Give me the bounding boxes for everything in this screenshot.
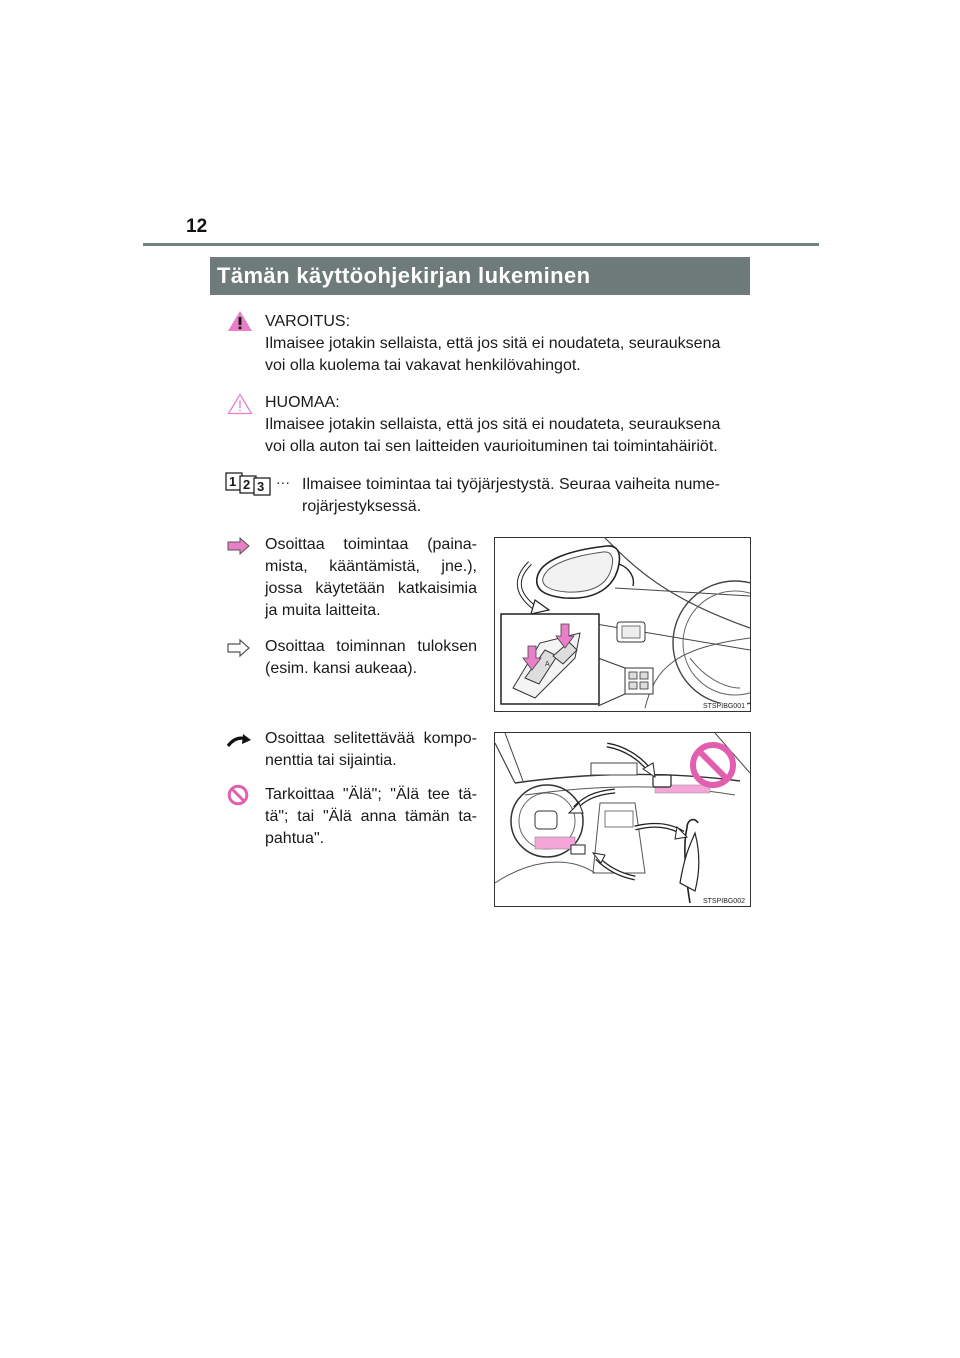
result-arrow-text xyxy=(265,636,477,680)
figure-dashboard-prohibition xyxy=(494,732,751,907)
result-line-1: Osoittaa toiminnan tuloksen xyxy=(265,638,477,655)
prohibited-line-2: tä"; tai "Älä anna tämän ta- xyxy=(265,808,477,825)
steps-line-1: Ilmaisee toimintaa tai työjärjestystä. Seuraa vaiheita nume- xyxy=(302,476,720,493)
notice-block xyxy=(265,392,755,458)
prohibition-icon xyxy=(227,784,249,806)
prohibited-text xyxy=(265,784,477,850)
notice-label: HUOMAA: xyxy=(265,394,340,411)
component-line-1: Osoittaa selitettävää kompo- xyxy=(265,730,477,747)
figure-mirror-switch xyxy=(494,537,751,712)
figure-2-code: STSPIBG002 xyxy=(702,898,745,905)
page-number: 12 xyxy=(186,216,208,237)
step-ellipsis: ··· xyxy=(276,474,290,490)
outline-arrow-icon xyxy=(227,638,251,658)
action-line-3: jossa käytetään katkaisimia xyxy=(265,580,477,597)
section-title: Tämän käyttöohjekirjan lukeminen xyxy=(210,257,750,295)
step-badges xyxy=(225,472,295,496)
warning-line-1: Ilmaisee jotakin sellaista, että jos sitä ei noudateta, seurauksena xyxy=(265,335,721,352)
component-line-2: nenttia tai sijaintia. xyxy=(265,752,397,769)
step-badge-3: 3 xyxy=(257,479,265,494)
action-line-1: Osoittaa toimintaa (paina- xyxy=(265,536,477,553)
warning-label: VAROITUS: xyxy=(265,313,351,330)
prohibited-line-1: Tarkoittaa "Älä"; "Älä tee tä- xyxy=(265,786,477,803)
inset-switch-mark: A xyxy=(545,661,550,668)
notice-line-2: voi olla auton tai sen laitteiden vaurioituminen tai toimintahäiriöt. xyxy=(265,438,718,455)
step-badge-1: 1 xyxy=(229,474,237,489)
steps-line-2: rojärjestyksessä. xyxy=(302,498,422,515)
component-arrow-text xyxy=(265,728,477,772)
warning-block xyxy=(265,311,755,377)
figure-1-code: STSPIBG001 xyxy=(702,703,745,710)
warning-line-2: voi olla kuolema tai vakavat henkilövahingot. xyxy=(265,357,581,374)
mirror-switch-illustration xyxy=(495,538,750,711)
dashboard-illustration xyxy=(495,733,750,906)
pink-filled-arrow-icon xyxy=(227,536,251,556)
steps-description-cont xyxy=(302,496,744,518)
result-line-2: (esim. kansi aukeaa). xyxy=(265,660,418,677)
notice-line-1: Ilmaisee jotakin sellaista, että jos sitä ei noudateta, seurauksena xyxy=(265,416,721,433)
curved-pointer-arrow-icon xyxy=(226,732,252,748)
top-rule xyxy=(143,243,819,246)
steps-description xyxy=(302,474,744,496)
action-arrow-text xyxy=(265,534,477,622)
step-badge-2: 2 xyxy=(243,477,251,492)
action-line-2: mista, kääntämistä, jne.), xyxy=(265,558,477,575)
action-line-4: ja muita laitteita. xyxy=(265,602,381,619)
warning-filled-icon xyxy=(227,310,253,332)
notice-outline-icon xyxy=(227,393,253,415)
prohibited-line-3: pahtua". xyxy=(265,830,325,847)
